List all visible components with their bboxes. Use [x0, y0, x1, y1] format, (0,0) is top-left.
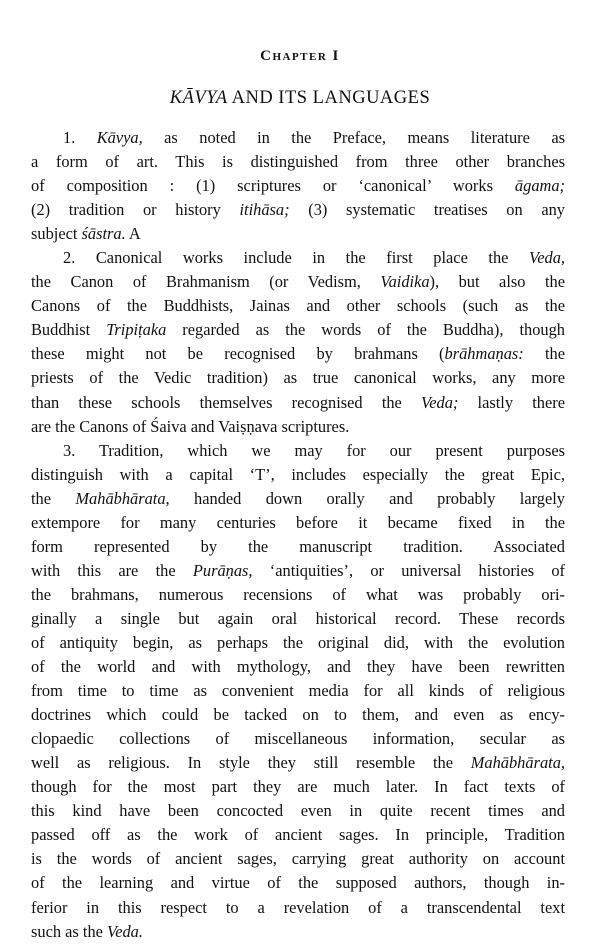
- text-segment: clopaedic collections of miscellaneous information, secular as: [31, 729, 565, 749]
- italic-text: āgama;: [514, 176, 565, 196]
- italic-text: Mahābhārata,: [470, 753, 565, 773]
- text-line: [31, 631, 565, 655]
- text-segment: the brahmans, numerous recensions of what was probably ori-: [31, 584, 565, 604]
- text-line: [31, 487, 565, 511]
- italic-text: Mahābhārata,: [75, 488, 170, 508]
- text-segment: Buddhist: [31, 320, 107, 340]
- text-line: [31, 294, 565, 318]
- text-segment: is the words of ancient sages, carrying great authority on account: [31, 849, 565, 869]
- text-line: [31, 415, 565, 439]
- italic-text: Kāvya,: [96, 128, 143, 147]
- text-line: [31, 174, 565, 198]
- chapter-title: [0, 88, 600, 109]
- text-line: [31, 703, 565, 727]
- text-line: [31, 871, 565, 895]
- text-segment: regarded as the words of the Buddha), though: [166, 320, 565, 340]
- chapter-number: Chapter I: [260, 48, 340, 64]
- text-segment: (3) systematic treatises on any: [289, 200, 565, 220]
- italic-text: itihāsa;: [239, 200, 290, 220]
- text-segment: of the world and with mythology, and they have been rewritten: [31, 657, 565, 677]
- text-segment: (2) tradition or history: [31, 200, 240, 220]
- body-text: [31, 126, 565, 944]
- text-segment: this kind have been concocted even in quite recent times and: [31, 801, 565, 821]
- italic-text: Tripiṭaka: [106, 320, 167, 340]
- text-segment: 2. Canonical works include in the first place the: [63, 248, 530, 268]
- text-line: [31, 246, 565, 270]
- text-segment: are the Canons of Śaiva and Vaiṣṇava scriptures.: [31, 416, 350, 436]
- text-segment: 3. Tradition, which we may for our present purposes: [63, 440, 565, 460]
- text-line: [31, 583, 565, 607]
- text-segment: ferior in this respect to a revelation of a transcendental text: [31, 897, 565, 917]
- text-segment: 1.: [63, 128, 97, 147]
- text-line: [31, 222, 565, 246]
- text-line: [31, 679, 565, 703]
- text-line: [31, 126, 565, 150]
- text-segment: extempore for many centuries before it became fixed in the: [31, 512, 565, 532]
- text-line: [31, 439, 565, 463]
- text-segment: doctrines which could be tacked on to them, and even as ency-: [31, 705, 565, 725]
- text-line: [31, 727, 565, 751]
- text-segment: the: [523, 344, 565, 364]
- italic-text: Purāṇas,: [192, 560, 253, 580]
- text-segment: from time to time as convenient media for all kinds of religious: [31, 681, 565, 701]
- text-segment: A: [125, 224, 141, 244]
- chapter-title-rest: AND ITS LANGUAGES: [227, 88, 431, 108]
- text-segment: ginally a single but again oral historical record. These records: [31, 608, 565, 628]
- text-segment: a form of art. This is distinguished from three other branches: [31, 152, 565, 172]
- text-segment: lastly there: [458, 392, 565, 412]
- text-segment: with this are the: [31, 560, 193, 580]
- italic-text: Veda.: [107, 921, 143, 941]
- text-line: [31, 535, 565, 559]
- text-segment: the Canon of Brahmanism (or Vedism,: [31, 272, 381, 292]
- text-line: [31, 463, 565, 487]
- text-line: [31, 751, 565, 775]
- text-line: [31, 198, 565, 222]
- text-line: [31, 775, 565, 799]
- text-segment: distinguish with a capital ‘T’, includes especially the great Epic,: [31, 464, 565, 484]
- chapter-title-italic: KĀVYA: [169, 88, 228, 108]
- text-line: [31, 823, 565, 847]
- text-segment: ), but also the: [429, 272, 565, 292]
- italic-text: Veda,: [529, 248, 565, 268]
- italic-text: Veda;: [421, 392, 459, 412]
- text-line: [31, 655, 565, 679]
- text-line: [31, 366, 565, 390]
- italic-text: Vaidika: [380, 272, 430, 292]
- text-segment: handed down orally and probably largely: [169, 488, 565, 508]
- text-segment: subject: [31, 224, 82, 244]
- text-segment: of antiquity begin, as perhaps the original did, with the evolution: [31, 632, 565, 652]
- text-segment: ‘antiquities’, or universal histories of: [252, 560, 565, 580]
- text-line: [31, 270, 565, 294]
- text-segment: the: [31, 488, 76, 508]
- italic-text: śāstra.: [81, 224, 126, 244]
- text-line: [31, 896, 565, 920]
- text-line: [31, 150, 565, 174]
- text-segment: Canons of the Buddhists, Jainas and other schools (such as the: [31, 296, 565, 316]
- text-segment: of the learning and virtue of the supposed authors, though in-: [31, 873, 565, 893]
- text-line: [31, 607, 565, 631]
- italic-text: brāhmaṇas:: [444, 344, 524, 364]
- text-segment: such as the: [31, 921, 108, 941]
- text-segment: as noted in the Preface, means literature as: [142, 128, 565, 147]
- text-segment: passed off as the work of ancient sages. In principle, Tradition: [31, 825, 565, 845]
- text-segment: form represented by the manuscript tradition. Associated: [31, 536, 565, 556]
- text-segment: well as religious. In style they still resemble the: [31, 753, 471, 773]
- text-line: [31, 342, 565, 366]
- text-line: [31, 847, 565, 871]
- text-segment: priests of the Vedic tradition) as true canonical works, any more: [31, 368, 565, 388]
- text-line: [31, 799, 565, 823]
- text-segment: of composition : (1) scriptures or ‘canonical’ works: [31, 176, 515, 196]
- text-segment: though for the most part they are much later. In fact texts of: [31, 777, 565, 797]
- text-line: [31, 511, 565, 535]
- text-line: [31, 559, 565, 583]
- text-line: [31, 920, 565, 944]
- text-segment: than these schools themselves recognised the: [31, 392, 422, 412]
- text-line: [31, 391, 565, 415]
- text-line: [31, 318, 565, 342]
- text-segment: these might not be recognised by brahmans (: [31, 344, 445, 364]
